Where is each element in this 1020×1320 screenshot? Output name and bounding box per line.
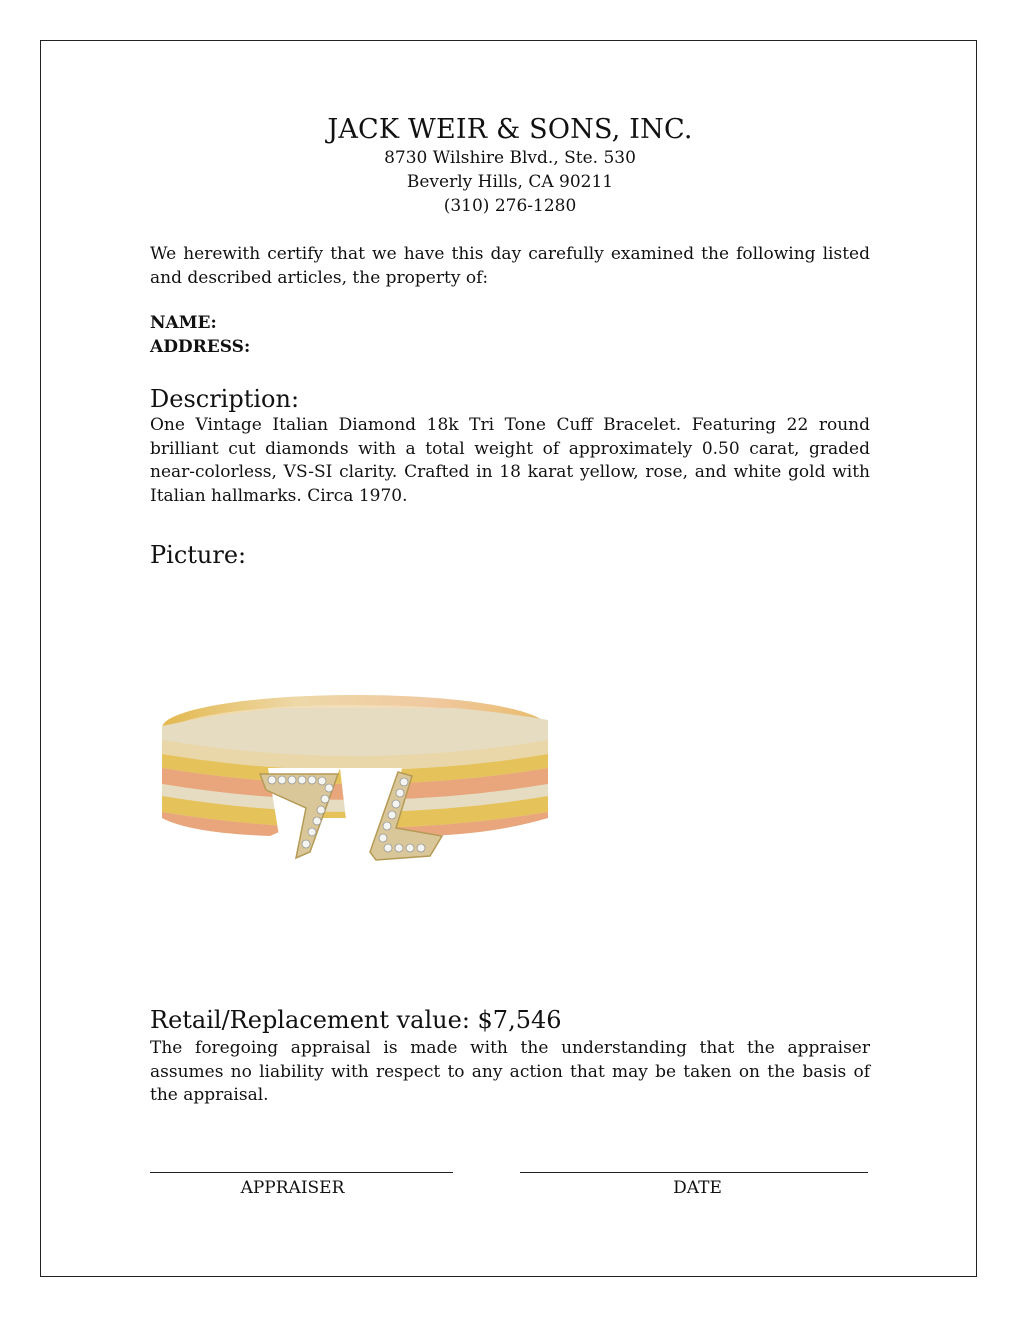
- description-text: One Vintage Italian Diamond 18k Tri Tone Cuff Bracelet. Featuring 22 round brilliant cut diamonds with a total weight of approximately 0.50 carat, graded near-colorless, VS-SI clarity. Crafted in 18 karat yellow, rose, and white gold with Italian hallmarks. Circa 1970.: [150, 415, 870, 506]
- appraiser-label: APPRAISER: [240, 1178, 345, 1198]
- replacement-value: Retail/Replacement value: $7,546: [150, 1006, 562, 1034]
- company-phone: (310) 276-1280: [443, 196, 577, 216]
- appraiser-signature-line: [150, 1172, 453, 1173]
- appraisal-disclaimer: The foregoing appraisal is made with the understanding that the appraiser assumes no liability with respect to any action that may be taken on the basis of the appraisal.: [150, 1038, 870, 1105]
- company-city: Beverly Hills, CA 90211: [406, 172, 614, 192]
- certification-intro: We herewith certify that we have this day carefully examined the following listed and described articles, the property of:: [150, 244, 870, 288]
- address-label: ADDRESS:: [150, 337, 251, 357]
- date-signature-line: [520, 1172, 868, 1173]
- date-label: DATE: [673, 1178, 722, 1198]
- picture-heading: Picture:: [150, 541, 247, 569]
- company-name: JACK WEIR & SONS, INC.: [327, 114, 693, 145]
- description-heading: Description:: [150, 385, 300, 413]
- bracelet-image: [150, 668, 560, 878]
- company-street: 8730 Wilshire Blvd., Ste. 530: [384, 148, 636, 168]
- name-label: NAME:: [150, 313, 217, 333]
